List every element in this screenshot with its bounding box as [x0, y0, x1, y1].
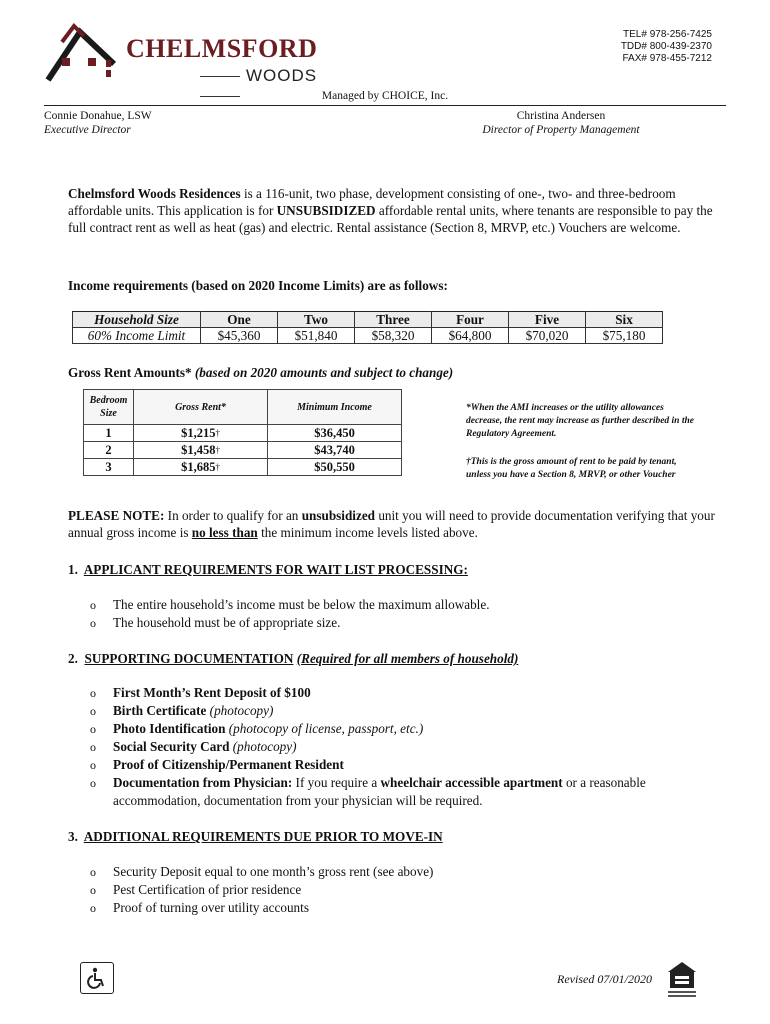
rent-footnote-ami: *When the AMI increases or the utility allowances decrease, the rent may increase as further described in the Regulatory Agreement.: [466, 403, 694, 439]
please-note-unsubsidized: unsubsidized: [301, 508, 376, 523]
header-divider: [44, 105, 726, 106]
list-item: o Security Deposit equal to one month’s gross rent (see above): [90, 863, 690, 881]
list-item: o Social Security Card (photocopy): [90, 738, 690, 756]
intro-paragraph: [68, 185, 720, 236]
please-note-emphasis: no less than: [191, 525, 258, 540]
min-income: $36,450: [268, 425, 402, 442]
rent-row: [84, 425, 402, 442]
bedroom-size: 1: [84, 425, 134, 442]
rent-heading: [68, 364, 720, 381]
rent-heading-bold: Gross Rent Amounts*: [68, 365, 192, 380]
limit-cell: $51,840: [278, 328, 355, 344]
size-cell: One: [201, 312, 278, 328]
list-item: o First Month’s Rent Deposit of $100: [90, 684, 690, 702]
list-item-physician: o Documentation from Physician: If you require a wheelchair accessible apartment or a reasonable accommodation, documentation from your physician will be required.: [90, 774, 690, 810]
staff-right-title: Director of Property Management: [482, 124, 640, 136]
equal-housing-icon: [666, 960, 698, 998]
col-bedroom: Bedroom Size: [84, 390, 134, 425]
gross-rent: $1,458†: [134, 442, 268, 459]
revised-date: Revised 07/01/2020: [557, 972, 652, 986]
size-cell: Three: [355, 312, 432, 328]
please-note-label: PLEASE NOTE:: [68, 508, 165, 523]
min-income: $50,550: [268, 459, 402, 476]
income-table: [72, 311, 663, 344]
house-logo-icon: [44, 20, 124, 90]
section-3-heading: 3. ADDITIONAL REQUIREMENTS DUE PRIOR TO MOVE-IN: [68, 829, 443, 844]
min-income: $43,740: [268, 442, 402, 459]
intro-lead: Chelmsford Woods Residences: [68, 186, 241, 201]
list-item: o Proof of Citizenship/Permanent Resident: [90, 756, 690, 774]
rent-header-row: [84, 390, 402, 425]
income-limit-row: [73, 328, 663, 344]
section-2-title-italic: (Required for all members of household): [296, 651, 519, 666]
col-gross-rent: Gross Rent*: [134, 390, 268, 425]
size-cell: Six: [586, 312, 663, 328]
income-size-row: [73, 312, 663, 328]
income-limit-label: 60% Income Limit: [73, 328, 201, 344]
size-cell: Four: [432, 312, 509, 328]
brand-name: CHELMSFORD: [126, 34, 318, 63]
size-cell: Two: [278, 312, 355, 328]
limit-cell: $45,360: [201, 328, 278, 344]
section-3-title: ADDITIONAL REQUIREMENTS DUE PRIOR TO MOVE-IN: [83, 829, 443, 844]
section-1-title: APPLICANT REQUIREMENTS FOR WAIT LIST PROCESSING:: [83, 562, 468, 577]
section-2-heading: 2. SUPPORTING DOCUMENTATION (Required for all members of household): [68, 651, 519, 666]
bedroom-size: 3: [84, 459, 134, 476]
managed-by: Managed by CHOICE, Inc.: [321, 90, 449, 102]
phone-fax: FAX# 978-455-7212: [622, 53, 712, 64]
section-3-list: [90, 863, 690, 917]
rent-heading-italic: (based on 2020 amounts and subject to change): [191, 365, 454, 380]
phone-tel: TEL# 978-256-7425: [623, 29, 712, 40]
list-item: o Pest Certification of prior residence: [90, 881, 690, 899]
section-1-heading: 1. APPLICANT REQUIREMENTS FOR WAIT LIST PROCESSING:: [68, 562, 468, 577]
rent-table: [83, 389, 402, 476]
list-item: o Proof of turning over utility accounts: [90, 899, 690, 917]
gross-rent: $1,685†: [134, 459, 268, 476]
rent-row: [84, 459, 402, 476]
staff-right: [470, 109, 652, 137]
intro-text-2: affordable rental units, where tenants are responsible to pay the full contract rent as well as heat (gas) and electric. Rental assistance (Section 8, MRVP, etc.) Vouchers are welcome.: [68, 203, 713, 235]
wheelchair-icon: [80, 962, 114, 994]
please-note: PLEASE NOTE: In order to qualify for an unsubsidized unit you will need to provide documentation verifying that your annual gross income is no less than the minimum income levels listed above.: [68, 508, 715, 540]
limit-cell: $58,320: [355, 328, 432, 344]
brand-subtitle: WOODS: [194, 66, 344, 106]
size-cell: Five: [509, 312, 586, 328]
list-item: o Birth Certificate (photocopy): [90, 702, 690, 720]
list-item: o The entire household’s income must be below the maximum allowable.: [90, 596, 690, 614]
list-item: o The household must be of appropriate size.: [90, 614, 690, 632]
phone-tdd: TDD# 800-439-2370: [620, 41, 712, 52]
list-item: o Photo Identification (photocopy of license, passport, etc.): [90, 720, 690, 738]
staff-left-title: Executive Director: [44, 124, 131, 136]
rent-row: [84, 442, 402, 459]
intro-text-1: is a 116-unit, two phase, development consisting of one-, two- and three-bedroom affordable units. This application is for: [68, 186, 676, 218]
gross-rent: $1,215†: [134, 425, 268, 442]
rent-footnote-dagger: †This is the gross amount of rent to be paid by tenant, unless you have a Section 8, MRVP, or other Voucher: [466, 457, 677, 480]
limit-cell: $75,180: [586, 328, 663, 344]
staff-left: [44, 109, 152, 137]
intro-unsubsidized: UNSUBSIDIZED: [276, 203, 376, 218]
staff-right-name: Christina Andersen: [516, 110, 606, 122]
staff-left-name: Connie Donahue, LSW: [44, 110, 152, 122]
col-min-income: Minimum Income: [268, 390, 402, 425]
logo: [44, 20, 344, 90]
section-2-title: SUPPORTING DOCUMENTATION: [84, 651, 294, 666]
bedroom-size: 2: [84, 442, 134, 459]
household-size-label: Household Size: [73, 312, 201, 328]
section-1-list: [90, 596, 690, 632]
income-heading: Income requirements (based on 2020 Income Limits) are as follows:: [68, 278, 448, 293]
limit-cell: $64,800: [432, 328, 509, 344]
limit-cell: $70,020: [509, 328, 586, 344]
section-2-list: [90, 684, 690, 810]
contact-block: [621, 29, 712, 65]
